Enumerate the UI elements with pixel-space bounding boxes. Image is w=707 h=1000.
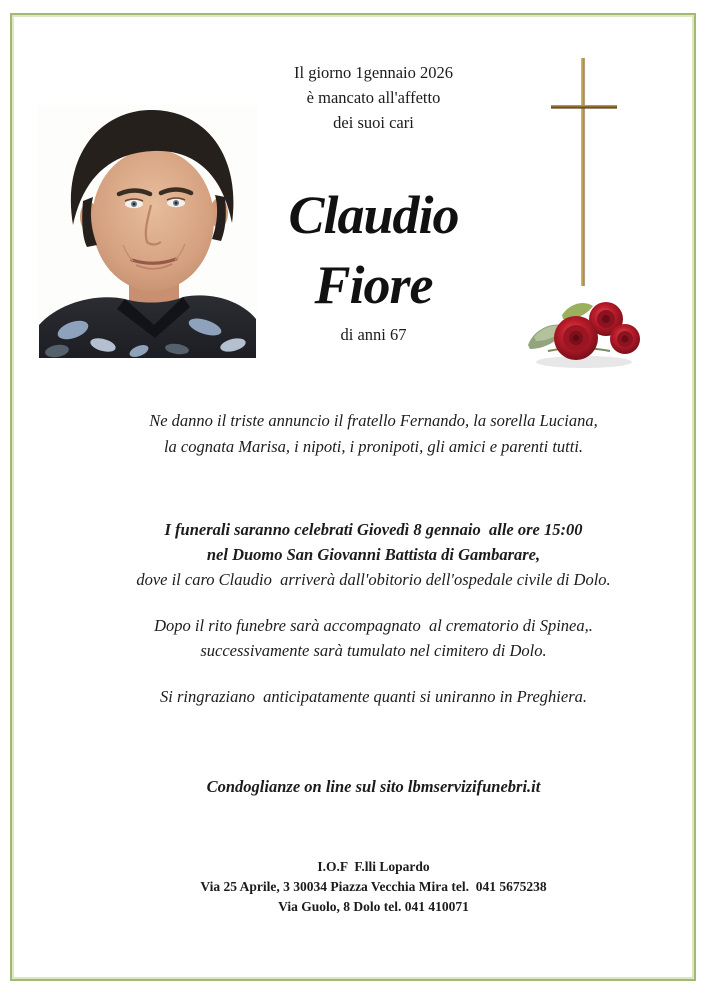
condolences-text: Condoglianze on line sul sito lbmservizifunebri.it [206,777,541,796]
funeral-home-info [40,857,707,917]
intro-line-2: è mancato all'affetto [306,88,441,107]
spacer [40,592,707,613]
deceased-first-name: Claudio [288,185,459,245]
announcement-line-2: la cognata Marisa, i nipoti, i pronipoti, gli amici e parenti tutti. [163,436,584,456]
intro-line-1: Il giorno 1gennaio 2026 [293,63,453,82]
cremation-line-1: Dopo il rito funebre sarà accompagnato al crematorio di Spinea,. [154,616,593,635]
online-condolences-line [40,775,707,799]
deceased-name-block [40,180,707,346]
funeral-home-address-1: Via 25 Aprile, 3 30034 Piazza Vecchia Mira tel. 041 5675238 [200,879,547,894]
thanks-line: Si ringraziano anticipatamente quanti si uniranno in Preghiera. [159,687,587,706]
deceased-age: di anni 67 [340,325,407,344]
intro-text-block [40,60,707,135]
funeral-home-address-2: Via Guolo, 8 Dolo tel. 041 410071 [278,899,469,914]
funeral-date-line: I funerali saranno celebrati Giovedì 8 gennaio alle ore 15:00 [164,520,583,539]
intro-line-3: dei suoi cari [333,113,414,132]
funeral-arrival-line: dove il caro Claudio arriverà dall'obitorio dell'ospedale civile di Dolo. [136,570,611,589]
deceased-last-name: Fiore [314,255,433,315]
funeral-home-name: I.O.F F.lli Lopardo [317,859,430,874]
cremation-line-2: successivamente sarà tumulato nel cimitero di Dolo. [200,641,547,660]
family-announcement [40,408,707,459]
funeral-church-line: nel Duomo San Giovanni Battista di Gambarare, [206,545,541,564]
funeral-details [40,517,707,709]
spacer [40,663,707,684]
announcement-line-1: Ne danno il triste annuncio il fratello Fernando, la sorella Luciana, [149,411,598,430]
